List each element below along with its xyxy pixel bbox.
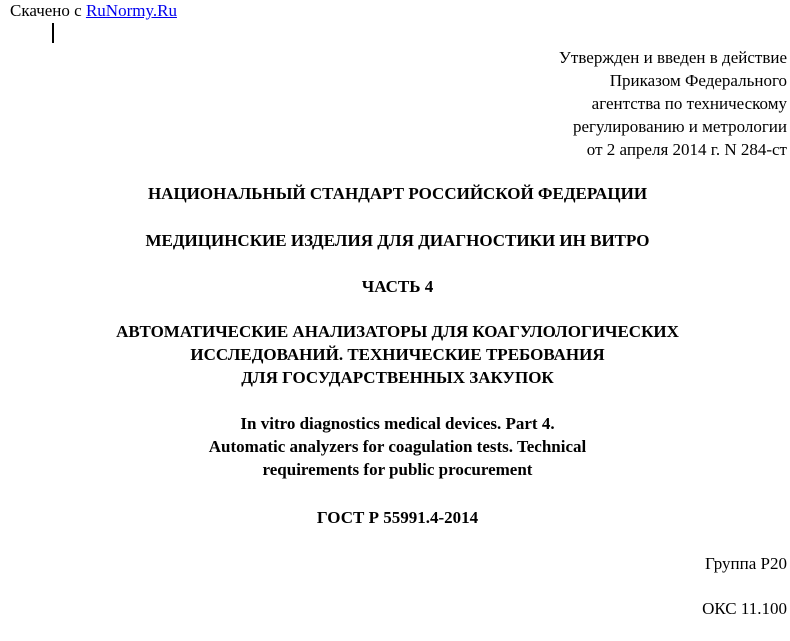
standard-type-heading: НАЦИОНАЛЬНЫЙ СТАНДАРТ РОССИЙСКОЙ ФЕДЕРАЦИИ [147, 184, 648, 203]
subtitle-en-line: Automatic analyzers for coagulation tests. Technical [208, 437, 587, 456]
subtitle-ru-line: ДЛЯ ГОСУДАРСТВЕННЫХ ЗАКУПОК [241, 368, 554, 387]
gost-designation: ГОСТ Р 55991.4-2014 [316, 508, 479, 527]
approval-line: регулированию и метрологии [572, 117, 787, 136]
subtitle-ru [0, 320, 790, 389]
approval-line: от 2 апреля 2014 г. N 284-ст [586, 140, 787, 159]
approval-block [559, 46, 787, 161]
subtitle-en-line: In vitro diagnostics medical devices. Part 4. [240, 414, 555, 433]
runormy-link[interactable]: RuNormy.Ru [85, 1, 177, 20]
approval-line: Приказом Федерального [609, 71, 787, 90]
subtitle-ru-line: АВТОМАТИЧЕСКИЕ АНАЛИЗАТОРЫ ДЛЯ КОАГУЛОЛОГИЧЕСКИХ [116, 322, 679, 341]
document-title: МЕДИЦИНСКИЕ ИЗДЕЛИЯ ДЛЯ ДИАГНОСТИКИ ИН ВИТРО [145, 231, 650, 250]
part-heading: ЧАСТЬ 4 [361, 277, 434, 296]
classification-group: Группа Р20 [705, 554, 787, 573]
oks-code: ОКС 11.100 [702, 599, 787, 618]
subtitle-ru-line: ИССЛЕДОВАНИЙ. ТЕХНИЧЕСКИЕ ТРЕБОВАНИЯ [190, 345, 605, 364]
subtitle-en [0, 412, 790, 481]
downloaded-prefix: Скачено с [10, 1, 82, 20]
approval-line: агентства по техническому [591, 94, 787, 113]
downloaded-from-notice [10, 1, 177, 21]
subtitle-en-line: requirements for public procurement [262, 460, 533, 479]
approval-line: Утвержден и введен в действие [558, 48, 787, 67]
text-cursor [52, 23, 54, 43]
